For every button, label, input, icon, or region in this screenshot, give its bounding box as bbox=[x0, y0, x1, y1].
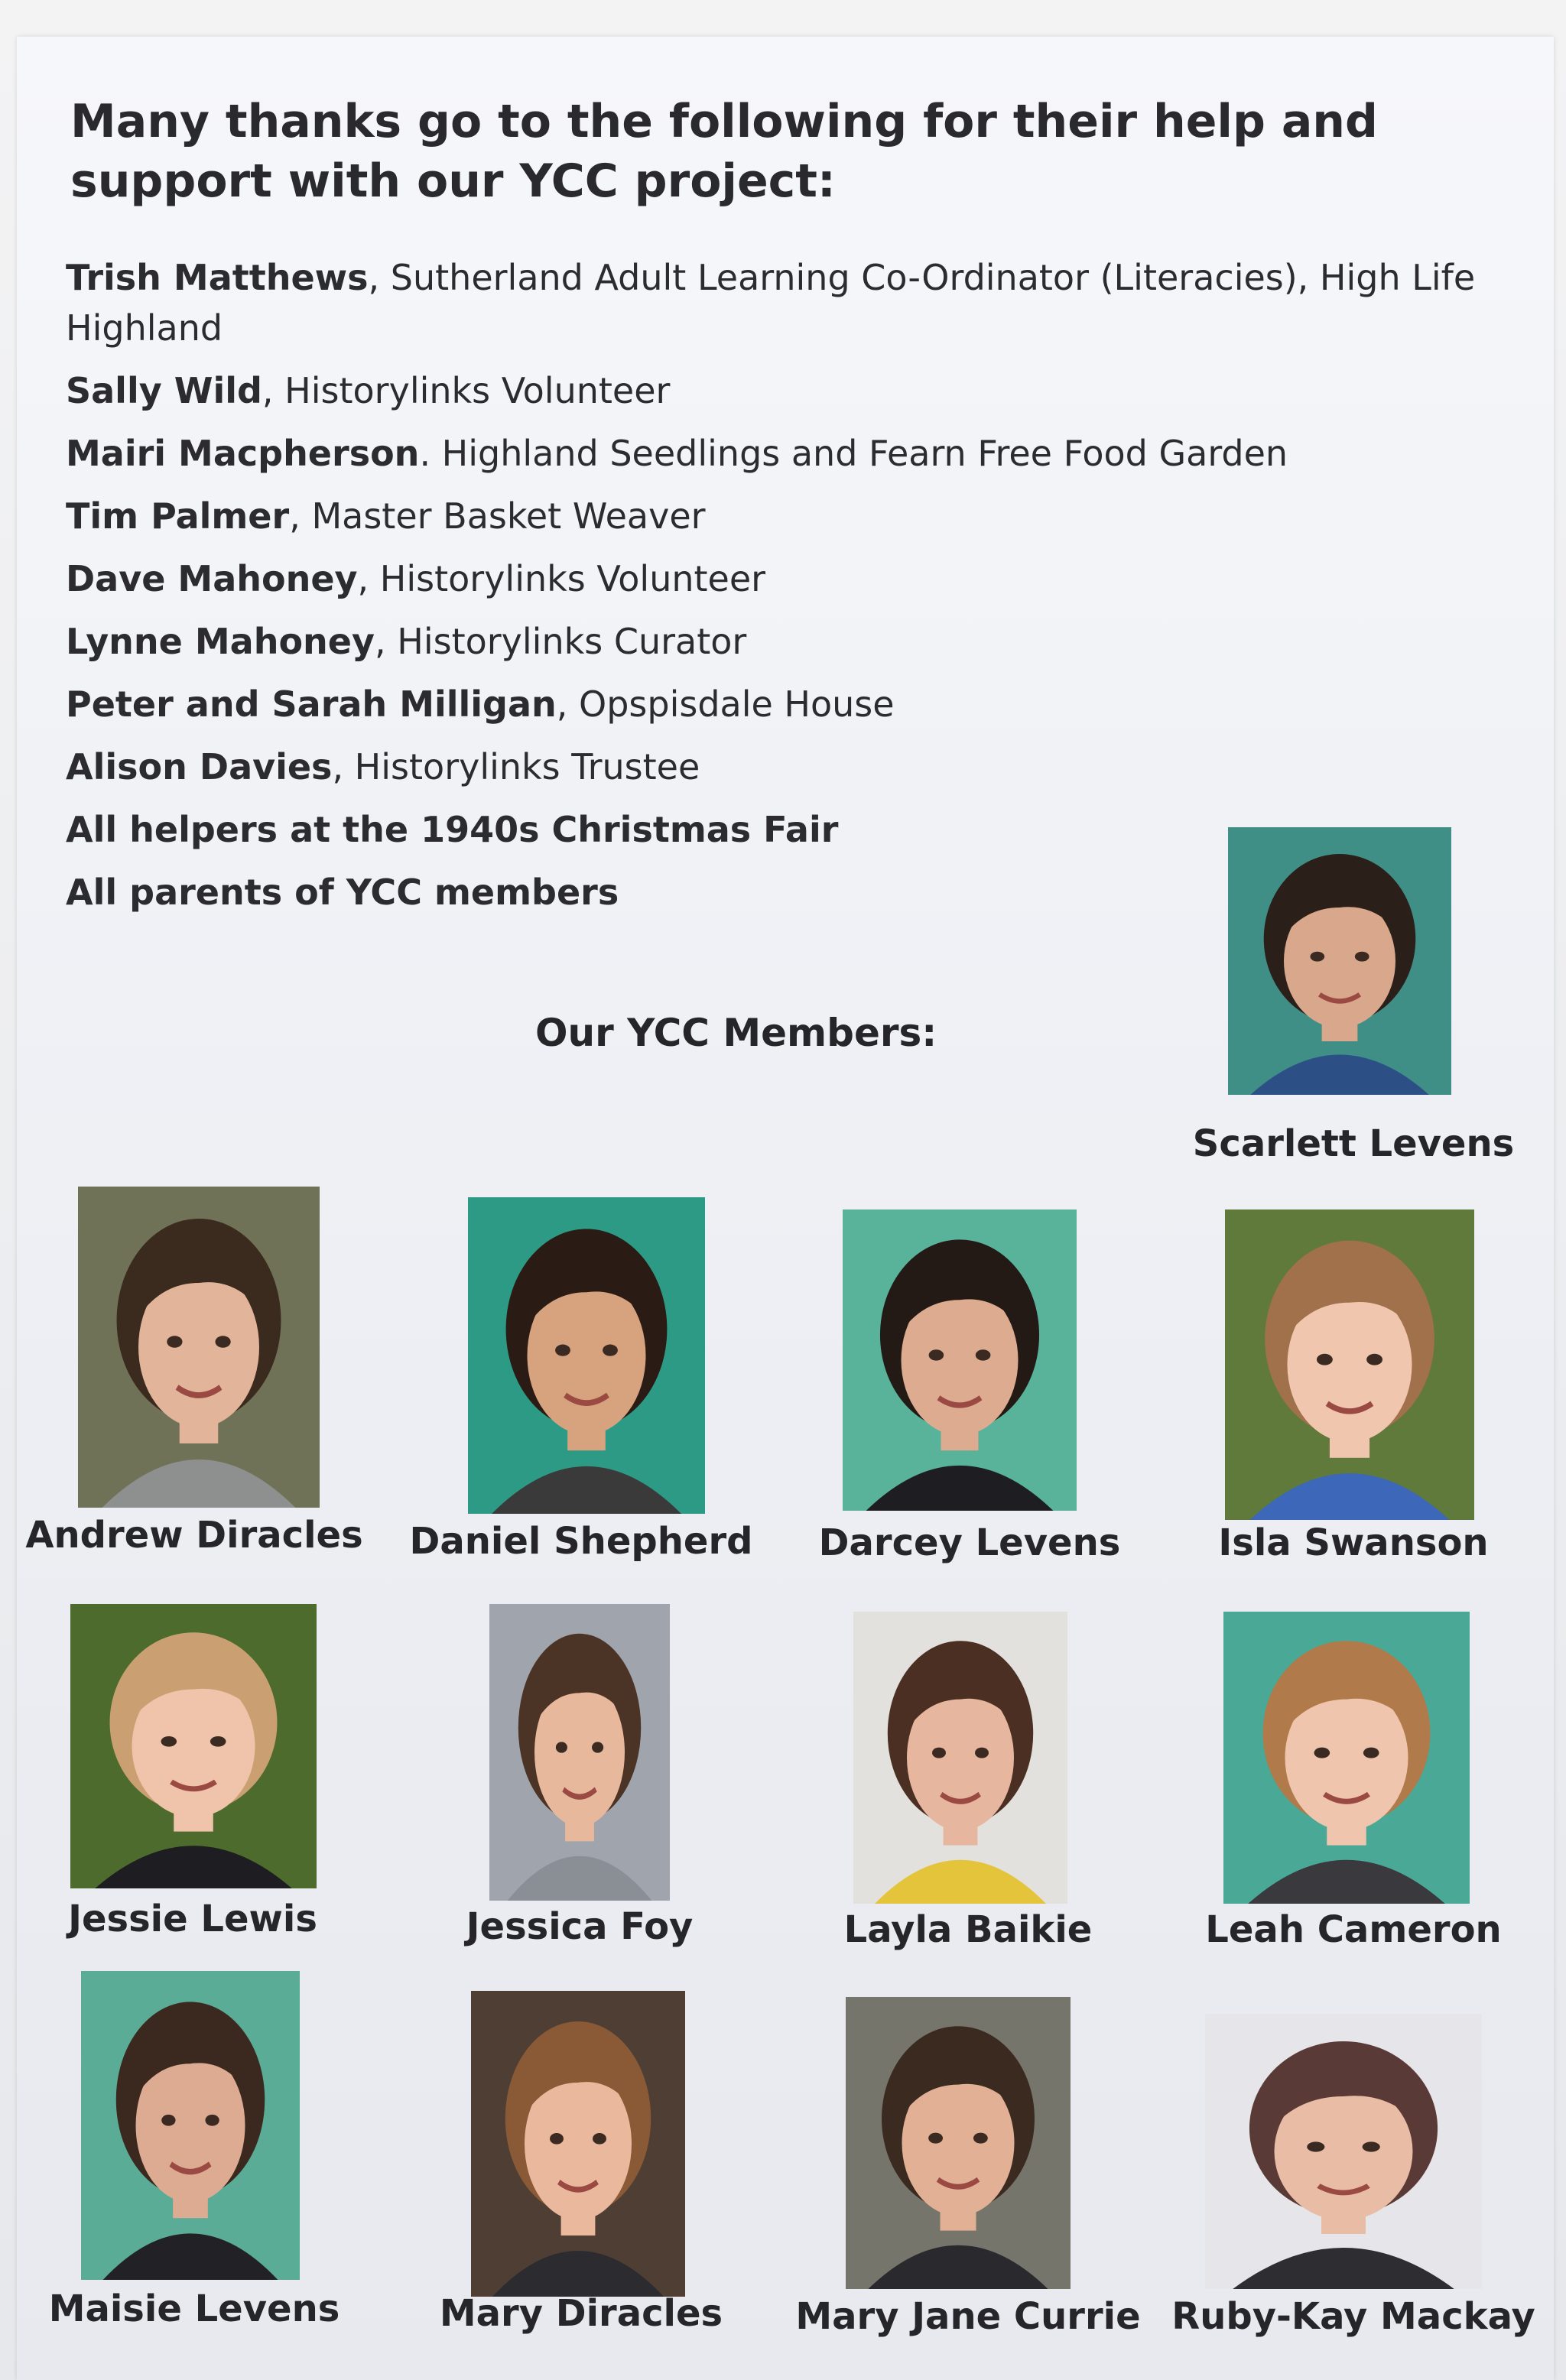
member-photo bbox=[1225, 1209, 1474, 1520]
member-name: Isla Swanson bbox=[1218, 1521, 1489, 1564]
thanks-role: , Opspisdale House bbox=[556, 683, 895, 725]
thanks-name: Trish Matthews bbox=[66, 257, 369, 298]
thanks-name: Tim Palmer bbox=[66, 495, 290, 537]
member-name: Andrew Diracles bbox=[25, 1514, 363, 1557]
members-title: Our YCC Members: bbox=[535, 1011, 937, 1055]
member-photo bbox=[468, 1197, 705, 1514]
thanks-item bbox=[66, 428, 1480, 479]
poster-heading: Many thanks go to the following for their help and support with our YCC project: bbox=[70, 95, 1378, 208]
thanks-name: All helpers at the 1940s Christmas Fair bbox=[66, 809, 839, 850]
member-name: Scarlett Levens bbox=[1192, 1122, 1515, 1165]
member-photo bbox=[471, 1991, 685, 2297]
member-name: Daniel Shepherd bbox=[409, 1520, 753, 1563]
thanks-role: , Historylinks Curator bbox=[374, 621, 747, 662]
thanks-name: Peter and Sarah Milligan bbox=[66, 683, 557, 725]
member-photo bbox=[846, 1997, 1071, 2289]
member-photo bbox=[853, 1612, 1067, 1904]
member-name: Ruby-Kay Mackay bbox=[1171, 2295, 1535, 2338]
member-photo bbox=[81, 1971, 300, 2280]
thanks-item bbox=[66, 679, 1480, 729]
thanks-name: Lynne Mahoney bbox=[66, 621, 375, 662]
thanks-role: , Historylinks Trustee bbox=[332, 746, 700, 787]
thanks-item bbox=[66, 491, 1480, 541]
member-name: Leah Cameron bbox=[1205, 1908, 1502, 1951]
member-name: Darcey Levens bbox=[818, 1521, 1121, 1564]
thanks-name: All parents of YCC members bbox=[66, 872, 619, 913]
member-photo bbox=[78, 1187, 320, 1508]
member-name: Mary Diracles bbox=[439, 2292, 723, 2335]
thanks-name: Sally Wild bbox=[66, 370, 262, 411]
thanks-name: Dave Mahoney bbox=[66, 558, 358, 599]
member-name: Maisie Levens bbox=[48, 2287, 340, 2330]
thanks-item bbox=[66, 365, 1480, 416]
thanks-item bbox=[66, 252, 1480, 353]
member-photo bbox=[70, 1604, 317, 1888]
thanks-item bbox=[66, 554, 1480, 604]
thanks-item bbox=[66, 742, 1480, 792]
thanks-role: , Historylinks Volunteer bbox=[262, 370, 671, 411]
thanks-name: Mairi Macpherson bbox=[66, 433, 420, 474]
member-name: Layla Baikie bbox=[843, 1908, 1093, 1951]
thanks-role: , Sutherland Adult Learning Co-Ordinator (Literacies), High Life Highland bbox=[66, 257, 1476, 349]
member-name: Jessica Foy bbox=[466, 1905, 694, 1948]
member-name: Jessie Lewis bbox=[68, 1898, 317, 1940]
thanks-name: Alison Davies bbox=[66, 746, 333, 787]
member-photo bbox=[489, 1604, 670, 1901]
thanks-role: . Highland Seedlings and Fearn Free Food Garden bbox=[419, 433, 1288, 474]
member-name: Mary Jane Currie bbox=[795, 2295, 1141, 2338]
member-photo bbox=[843, 1209, 1077, 1511]
thanks-role: , Historylinks Volunteer bbox=[357, 558, 766, 599]
thanks-item bbox=[66, 616, 1480, 667]
member-photo bbox=[1228, 827, 1451, 1095]
thanks-role: , Master Basket Weaver bbox=[289, 495, 706, 537]
member-photo bbox=[1223, 1612, 1470, 1904]
member-photo bbox=[1205, 2014, 1482, 2289]
